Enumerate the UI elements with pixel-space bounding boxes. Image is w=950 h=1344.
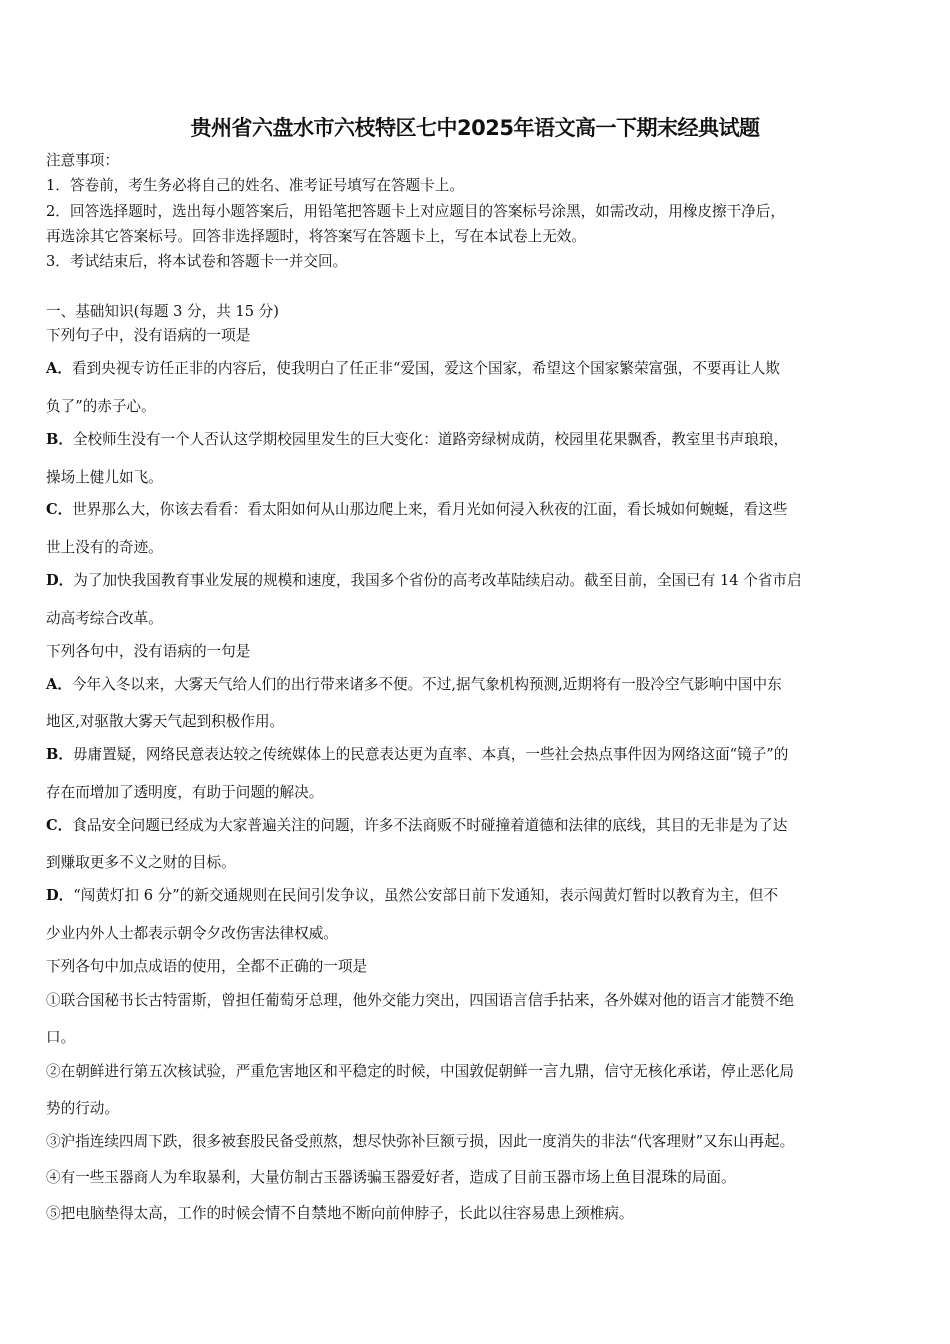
statement-1 [46,990,794,1011]
option-d [46,886,778,906]
option-text-cont: 存在而增加了透明度，有助于问题的解决。 [46,784,324,801]
option-label: A． [46,676,72,693]
option-b [46,745,788,765]
statement-text: 地不断向前伸脖子，长此以往容易患上颈椎病。 [326,1205,634,1222]
notice-line: 1．答卷前，考生务必将自己的姓名、准考证号填写在答题卡上。 [46,177,464,194]
option-text: 食品安全问题已经成为大家普遍关注的问题，许多不法商贩不时碰撞着道德和法律的底线，其目的无非是为了达 [72,817,788,834]
notice-line: 3．考试结束后，将本试卷和答题卡一并交回。 [46,253,348,270]
statement-text: ④有一些玉器商人为牟取暴利，大量仿制古玉器诱骗玉器爱好者，造成了目前玉器市场上 [46,1169,616,1186]
option-text: “闯黄灯扣 6 分”的新交通规则在民间引发争议，虽然公安部日前下发通知，表示闯黄灯暂时以教育为主，但不 [73,887,779,904]
idiom: 东山再起 [717,1132,780,1150]
statement-text: 的局面。 [677,1169,736,1186]
option-c [46,500,787,520]
section-heading: 一、基础知识(每题 3 分，共 15 分) [46,303,279,320]
option-text-cont: 地区,对驱散大雾天气起到积极作用。 [46,713,285,730]
statement-5 [46,1203,633,1224]
option-c [46,816,787,836]
option-text: 看到央视专访任正非的内容后，使我明白了任正非“爱国，爱这个国家，希望这个国家繁荣富强，不要再让人欺 [71,360,780,377]
statement-text: 。 [779,1133,795,1150]
option-text-cont: 到赚取更多不义之财的目标。 [46,854,236,871]
statement-text: ⑤把电脑垫得太高，工作的时候会 [46,1205,265,1222]
statement-text: ③沪指连续四周下跌，很多被套股民备受煎熬，想尽快弥补巨额亏损，因此一度消失的非法“代客理财”又 [46,1133,718,1150]
option-b [46,430,788,450]
question-stem: 下列各句中，没有语病的一句是 [46,643,251,660]
option-a [46,359,780,379]
statement-text-cont: 口。 [46,1029,76,1046]
notice-heading: 注意事项： [46,152,119,169]
statement-text: ，各外媒对他的语言才能赞不绝 [589,992,794,1009]
statement-text-cont: 势的行动。 [46,1100,119,1117]
option-label: C． [46,817,73,834]
question-stem: 下列句子中，没有语病的一项是 [46,327,251,344]
statement-3 [46,1131,794,1152]
option-text-cont: 动高考综合改革。 [46,610,163,627]
idiom: 信手拈来 [527,991,590,1009]
idiom: 情不自禁 [264,1204,327,1222]
option-a [46,675,782,695]
notice-line: 再选涂其它答案标号。回答非选择题时，将答案写在答题卡上，写在本试卷上无效。 [46,228,586,245]
option-label: C． [46,501,73,518]
statement-2 [46,1061,794,1082]
idiom: 鱼目混珠 [615,1168,678,1186]
option-text: 为了加快我国教育事业发展的规模和速度，我国多个省份的高考改革陆续启动。截至目前，全国已有 14 个省市启 [73,572,802,589]
option-text-cont: 负了”的赤子心。 [46,398,156,415]
idiom: 一言九鼎 [527,1062,590,1080]
option-d [46,571,802,591]
statement-text: ，信守无核化承诺，停止恶化局 [589,1063,794,1080]
notice-line: 2．回答选择题时，选出每小题答案后，用铅笔把答题卡上对应题目的答案标号涂黑，如需改动，用橡皮擦干净后， [46,203,785,220]
option-label: D． [46,572,74,589]
statement-text: ②在朝鲜进行第五次核试验，严重危害地区和平稳定的时候，中国敦促朝鲜 [46,1063,528,1080]
option-text-cont: 操场上健儿如飞。 [46,469,163,486]
option-label: B． [46,746,73,763]
question-stem: 下列各句中加点成语的使用，全都不正确的一项是 [46,958,368,975]
page-title: 贵州省六盘水市六枝特区七中2025年语文高一下期末经典试题 [190,116,760,140]
option-text-cont: 少业内外人士都表示朝令夕改伤害法律权威。 [46,925,338,942]
option-text: 毋庸置疑，网络民意表达较之传统媒体上的民意表达更为直率、本真，一些社会热点事件因为网络这面“镜子”的 [72,746,789,763]
statement-text: ①联合国秘书长古特雷斯，曾担任葡萄牙总理，他外交能力突出，四国语言 [46,992,528,1009]
option-text-cont: 世上没有的奇迹。 [46,539,163,556]
statement-4 [46,1167,736,1188]
option-text: 世界那么大，你该去看看：看太阳如何从山那边爬上来，看月光如何浸入秋夜的江面，看长城如何蜿蜒，看这些 [72,501,788,518]
option-text: 全校师生没有一个人否认这学期校园里发生的巨大变化：道路旁绿树成荫，校园里花果飘香，教室里书声琅琅， [72,431,789,448]
option-label: B． [46,431,73,448]
option-label: A． [46,360,72,377]
option-label: D． [46,887,74,904]
option-text: 今年入冬以来，大雾天气给人们的出行带来诸多不便。不过,据气象机构预测,近期将有一股冷空气影响中国中东 [71,676,782,693]
